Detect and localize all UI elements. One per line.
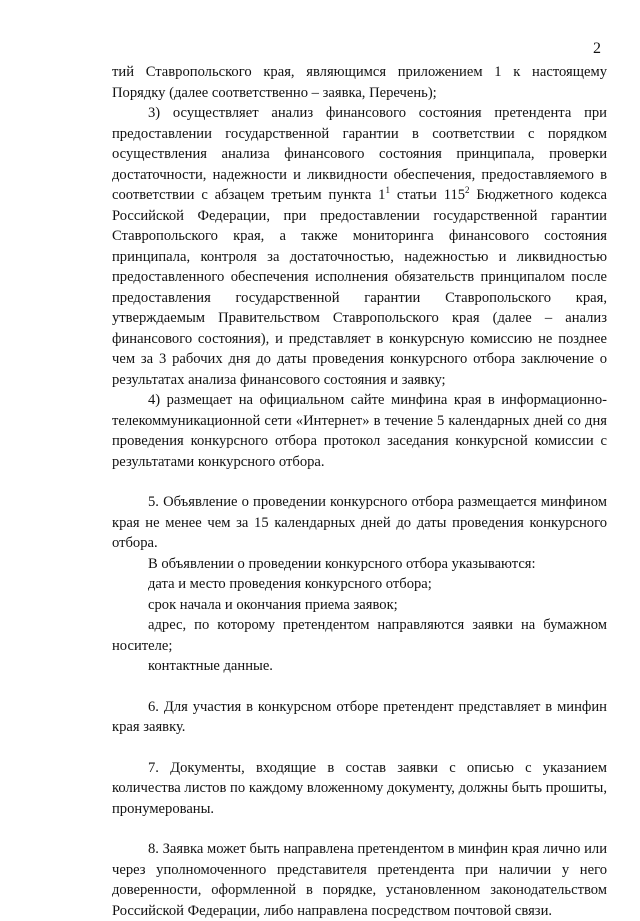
paragraph-contacts: контактные данные. [148,658,273,674]
paragraph-clause-5: 5. Объявление о проведении конкурсного отбора размещается минфином края не менее чем за 15 календарных дней до даты проведения конкурсного отбора. [112,494,607,551]
item-3-text-a: 3) осуществляет анализ финансового состояния претендента при предоставлении государственной гарантии в соответствии с порядком осуществления анализа финансового состояния принципала, проверки достаточности, надежности и ликвидности обеспечения, предоставляемого в соответствии с абзацем третьим пункта 1 [112,105,607,203]
document-body [112,62,607,921]
paragraph-item-3 [112,103,607,390]
superscript-1: 1 [385,185,390,195]
paragraph-clause-8: 8. Заявка может быть направлена претендентом в минфин края лично или через уполномоченного представителя претендента при наличии у него доверенности, оформленной в порядке, установленном законодательством Российской Федерации, либо направлена посредством почтовой связи. [112,841,608,919]
paragraph-deadline: срок начала и окончания приема заявок; [148,596,398,613]
paragraph-date-place: дата и место проведения конкурсного отбора; [148,576,432,592]
superscript-2: 2 [465,185,470,195]
paragraph-announcement-intro: В объявлении о проведении конкурсного отбора указываются: [148,555,536,572]
page-number: 2 [593,40,601,57]
paragraph-item-4: 4) размещает на официальном сайте минфина края в информационно-телекоммуникационной сети «Интернет» в течение 5 календарных дней со дня проведения конкурсного отбора протокол заседания конкурсной комиссии с результатами конкурсного отбора. [112,392,607,470]
item-3-text-b: статьи 115 [389,187,466,203]
paragraph-address: адрес, по которому претендентом направляются заявки на бумажном носителе; [112,617,607,654]
paragraph-clause-7: 7. Документы, входящие в состав заявки с описью с указанием количества листов по каждому вложенному документу, должны быть прошиты, пронумерованы. [112,759,607,817]
item-3-text-c: Бюджетного кодекса Российской Федерации, при предоставлении государственной гарантии Ставропольского края, а также мониторинга финансового состояния принципала, контроля за достаточностью, надежностью и ликвидностью предоставленного обеспечения исполнения обязательств принципалом после предоставления государственной гарантии Ставропольского края, утверждаемым Правительством Ставропольского края (далее – анализ финансового состояния), и представляет в конкурсную комиссию не позднее чем за 3 рабочих дня до даты проведения конкурсного отбора заключение о результатах анализа финансового состояния и заявку; [112,187,607,388]
paragraph-clause-6: 6. Для участия в конкурсном отборе претендент представляет в минфин края заявку. [112,698,607,735]
paragraph-continuation: тий Ставропольского края, являющимся приложением 1 к настоящему Порядку (далее соответственно – заявка, Перечень); [112,64,607,101]
